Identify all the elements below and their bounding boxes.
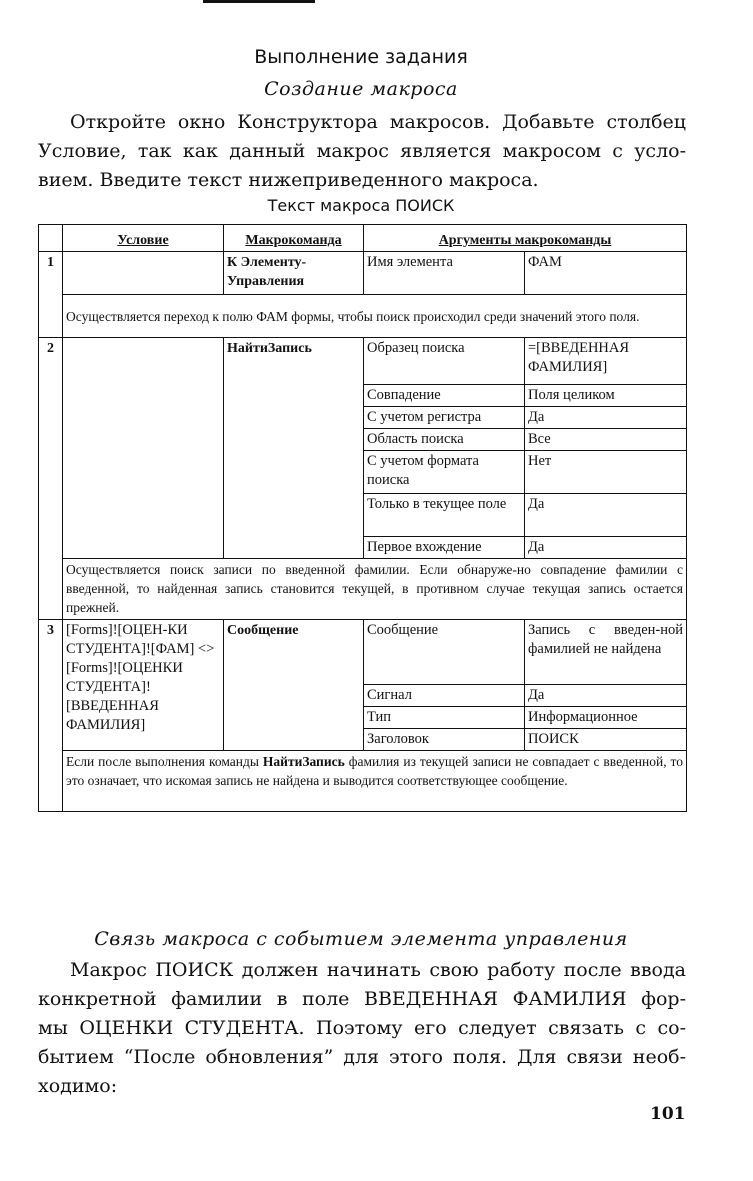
arg-name-cell: Сообщение	[364, 620, 525, 685]
header-action: Макрокоманда	[224, 225, 364, 252]
note-text: фамилия из текущей записи не совпадает с введенной, то это означает, что искомая запись не найдена и выводится соответствующее сообщение.	[66, 754, 684, 788]
row-note	[63, 751, 687, 812]
table-note-row	[39, 559, 687, 620]
macro-table	[38, 224, 687, 812]
arg-name-cell: Тип	[364, 707, 525, 729]
intro-line: вием. Введите текст нижеприведенного макроса.	[38, 169, 539, 191]
intro-paragraph	[38, 108, 686, 195]
outro-line: мы ОЦЕНКИ СТУДЕНТА. Поэтому его следует связать с со-	[38, 1017, 686, 1039]
table-note-row	[39, 295, 687, 338]
table-row	[39, 620, 687, 685]
condition-cell	[63, 252, 224, 295]
arg-name-cell: Только в текущее поле	[364, 494, 525, 537]
outro-line: ходимо:	[38, 1075, 118, 1097]
condition-cell: [Forms]![ОЦЕН-КИ СТУДЕНТА]![ФАМ] <> [Forms]![ОЦЕНКИ СТУДЕНТА]![ВВЕДЕННАЯ ФАМИЛИЯ]	[63, 620, 224, 751]
note-text: Если после выполнения команды	[66, 754, 263, 769]
row-note: Осуществляется поиск записи по введенной фамилии. Если обнаруже-но совпадение фамилии с введенной, то найденная запись становится текущей, в противном случае текущая запись остается прежней.	[63, 559, 687, 620]
arg-name-cell: Совпадение	[364, 385, 525, 407]
row-note: Осуществляется переход к полю ФАМ формы, чтобы поиск происходил среди значений этого поля.	[63, 295, 687, 338]
page-number: 101	[650, 1104, 686, 1124]
outro-line: конкретной фамилии в поле ВВЕДЕННАЯ ФАМИЛИЯ фор-	[38, 988, 686, 1010]
condition-cell	[63, 338, 224, 559]
arg-value-cell: Да	[525, 537, 687, 559]
arg-value-cell: Информационное	[525, 707, 687, 729]
table-caption: Текст макроса ПОИСК	[267, 196, 455, 215]
section-heading: Выполнение задания	[254, 46, 468, 68]
header-condition: Условие	[63, 225, 224, 252]
subsection-heading: Создание макроса	[264, 78, 458, 100]
arg-name-cell: Первое вхождение	[364, 537, 525, 559]
row-number: 3	[39, 620, 63, 812]
arg-value-cell: Все	[525, 429, 687, 451]
arg-name-cell: Заголовок	[364, 729, 525, 751]
arg-name-cell: С учетом регистра	[364, 407, 525, 429]
table-row	[39, 252, 687, 295]
row-number: 2	[39, 338, 63, 620]
outro-line: Макрос ПОИСК должен начинать свою работу после ввода	[70, 959, 686, 981]
note-bold-text: НайтиЗапись	[262, 754, 345, 769]
arg-name-cell: Имя элемента	[364, 252, 525, 295]
subsection-heading-2: Связь макроса с событием элемента управления	[94, 928, 628, 950]
arg-value-cell: Нет	[525, 451, 687, 494]
table-note-row	[39, 751, 687, 812]
table-row	[39, 338, 687, 385]
header-arguments: Аргументы макрокоманды	[364, 225, 687, 252]
arg-value-cell: Да	[525, 494, 687, 537]
intro-line: Откройте окно Конструктора макросов. Добавьте столбец	[70, 111, 686, 133]
outro-line: бытием “После обновления” для этого поля. Для связи необ-	[38, 1046, 686, 1068]
arg-value-cell: ФАМ	[525, 252, 687, 295]
arg-value-cell: Да	[525, 407, 687, 429]
arg-value-cell: Да	[525, 685, 687, 707]
arg-name-cell: Образец поиска	[364, 338, 525, 385]
arg-value-cell: Запись с введен-ной фамилией не найдена	[525, 620, 687, 685]
arg-name-cell: С учетом формата поиска	[364, 451, 525, 494]
outro-paragraph	[38, 956, 686, 1101]
arg-name-cell: Сигнал	[364, 685, 525, 707]
arg-value-cell: ПОИСК	[525, 729, 687, 751]
arg-value-cell: =[ВВЕДЕННАЯ ФАМИЛИЯ]	[525, 338, 687, 385]
action-cell: НайтиЗапись	[224, 338, 364, 559]
header-num	[39, 225, 63, 252]
action-cell: Сообщение	[224, 620, 364, 751]
table-header-row	[39, 225, 687, 252]
arg-name-cell: Область поиска	[364, 429, 525, 451]
row-number: 1	[39, 252, 63, 338]
arg-value-cell: Поля целиком	[525, 385, 687, 407]
intro-line: Условие, так как данный макрос является макросом с усло-	[38, 140, 686, 162]
top-rule	[203, 0, 315, 3]
action-cell: К Элементу-Управления	[224, 252, 364, 295]
